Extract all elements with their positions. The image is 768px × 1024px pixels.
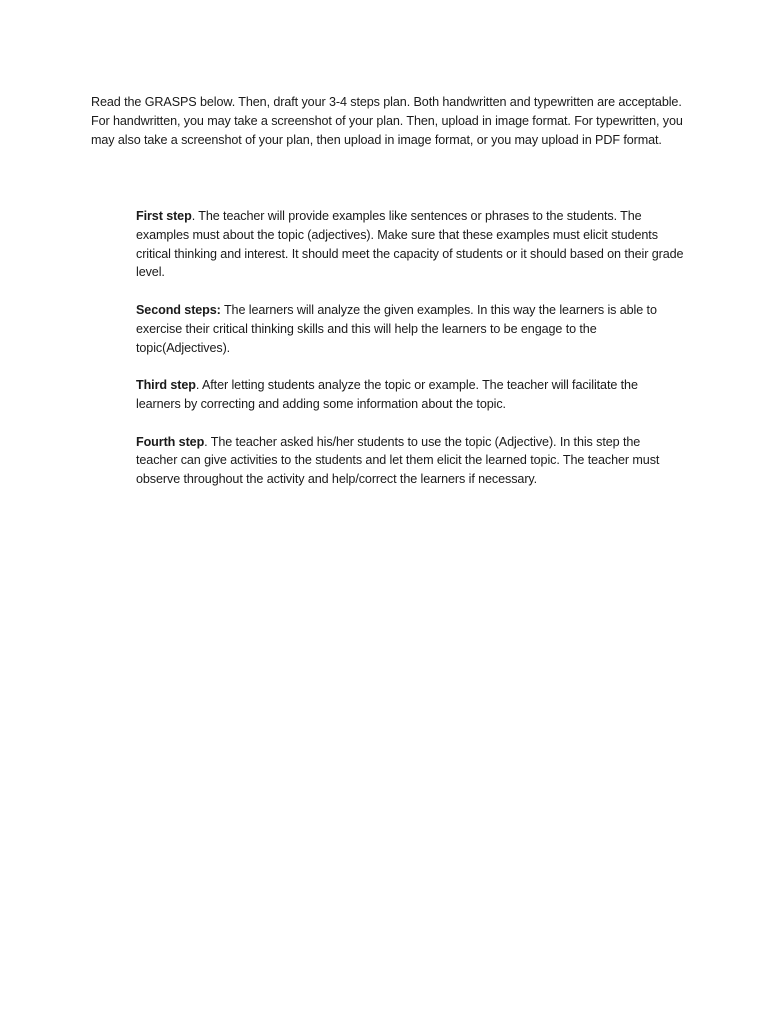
steps-list	[136, 207, 684, 508]
step-text: . The teacher asked his/her students to use the topic (Adjective). In this step the teacher can give activities to the students and let them elicit the learned topic. The teacher must observe throughout the activity and help/correct the learners if necessary.	[136, 434, 660, 487]
step-text: . After letting students analyze the topic or example. The teacher will facilitate the learners by correcting and adding some information about the topic.	[136, 378, 638, 411]
step-label: First step	[136, 209, 192, 223]
step-text: . The teacher will provide examples like sentences or phrases to the students. The examples must about the topic (adjectives). Make sure that these examples must elicit students critical thinking and interest. It should meet the capacity of students or it should based on their grade level.	[136, 209, 684, 280]
step-label: Fourth step	[136, 434, 205, 449]
step-label: Second steps:	[136, 302, 221, 317]
intro-paragraph: Read the GRASPS below. Then, draft your 3-4 steps plan. Both handwritten and typewritten are acceptable. For handwritten, you may take a screenshot of your plan. Then, upload in image format. For typewritten, you may also take a screenshot of your plan, then upload in image format, or you may upload in PDF format.	[91, 95, 683, 147]
step-paragraph-2	[136, 301, 684, 357]
step-paragraph-3	[136, 376, 684, 414]
step-label: Third step	[136, 378, 196, 393]
step-paragraph-1	[136, 207, 684, 282]
step-paragraph-4	[136, 433, 684, 489]
step-text: The learners will analyze the given examples. In this way the learners is able to exercise their critical thinking skills and this will help the learners to be engage to the topic(Adjectives).	[136, 302, 657, 355]
